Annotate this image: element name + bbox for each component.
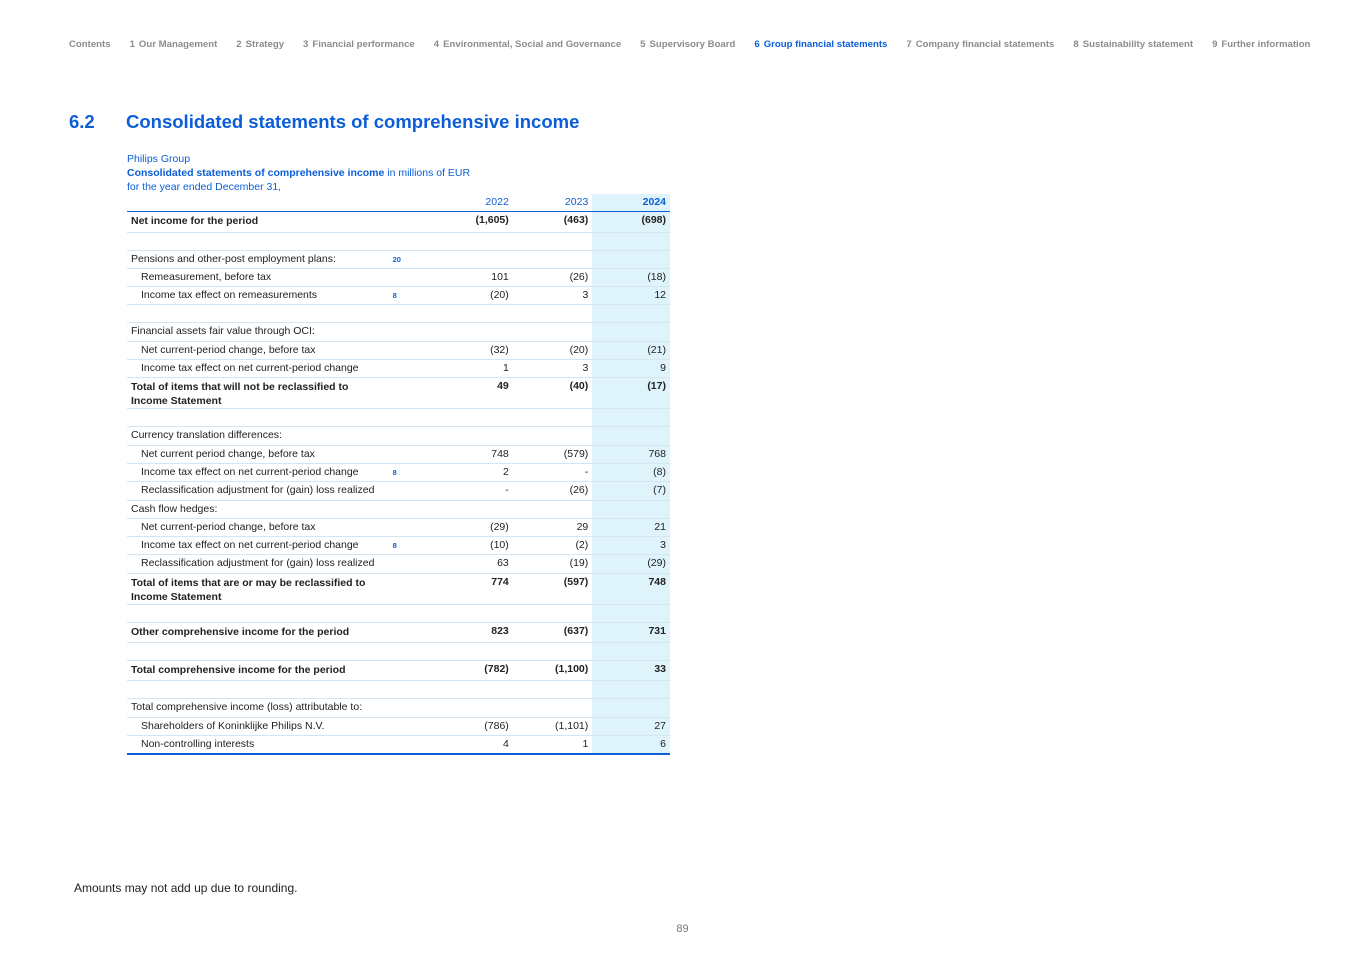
value-2022: 101	[433, 268, 513, 286]
row-label: Pensions and other-post employment plans:	[127, 250, 391, 268]
row-label: Reclassification adjustment for (gain) loss realized	[127, 482, 391, 500]
value-2024	[592, 643, 670, 661]
row-label: Other comprehensive income for the period	[127, 622, 391, 642]
value-2024	[592, 232, 670, 250]
note-reference	[391, 681, 434, 699]
note-reference[interactable]: 8	[391, 287, 434, 305]
value-2022	[433, 427, 513, 445]
value-2022: (29)	[433, 518, 513, 536]
value-2023: (637)	[513, 622, 593, 642]
value-2022: (782)	[433, 661, 513, 681]
row-label: Net current-period change, before tax	[127, 518, 391, 536]
row-label: Total of items that are or may be reclassified to Income Statement	[127, 573, 391, 604]
nav-financial-performance[interactable]: 3 Financial performance	[303, 39, 415, 50]
value-2022: (20)	[433, 287, 513, 305]
note-reference	[391, 573, 434, 604]
value-2023: 3	[513, 287, 593, 305]
value-2024: 33	[592, 661, 670, 681]
value-2024: (7)	[592, 482, 670, 500]
caption-period: for the year ended December 31,	[127, 181, 282, 193]
value-2024	[592, 500, 670, 518]
note-reference	[391, 378, 434, 409]
value-2024	[592, 250, 670, 268]
note-reference	[391, 445, 434, 463]
value-2023: (1,100)	[513, 661, 593, 681]
row-label: Currency translation differences:	[127, 427, 391, 445]
value-2022	[433, 681, 513, 699]
value-2024: 12	[592, 287, 670, 305]
note-reference	[391, 305, 434, 323]
note-reference	[391, 232, 434, 250]
note-reference	[391, 643, 434, 661]
row-label: Income tax effect on net current-period change	[127, 463, 391, 481]
table-spacer-row	[127, 604, 670, 622]
value-2023: (597)	[513, 573, 593, 604]
note-reference	[391, 500, 434, 518]
table-row	[127, 445, 670, 463]
row-label: Income tax effect on net current-period change	[127, 360, 391, 378]
note-reference	[391, 555, 434, 573]
value-2023: 3	[513, 360, 593, 378]
year-header: 2022	[433, 194, 513, 212]
note-reference	[391, 341, 434, 359]
table-row	[127, 360, 670, 378]
note-reference[interactable]: 8	[391, 537, 434, 555]
value-2023: (579)	[513, 445, 593, 463]
value-2022: 49	[433, 378, 513, 409]
row-label: Remeasurement, before tax	[127, 268, 391, 286]
note-reference	[391, 323, 434, 341]
section-title: Consolidated statements of comprehensive income	[126, 111, 580, 132]
value-2023	[513, 604, 593, 622]
table-row	[127, 661, 670, 681]
nav-esg[interactable]: 4 Environmental, Social and Governance	[433, 39, 622, 50]
caption-company: Philips Group	[127, 153, 191, 165]
value-2022: (786)	[433, 717, 513, 735]
value-2023	[513, 699, 593, 717]
value-2024: 768	[592, 445, 670, 463]
note-reference	[391, 699, 434, 717]
value-2024: (698)	[592, 212, 670, 232]
table-row	[127, 287, 670, 305]
value-2024	[592, 681, 670, 699]
row-label: Income tax effect on net current-period change	[127, 537, 391, 555]
value-2024: 21	[592, 518, 670, 536]
table-row	[127, 518, 670, 536]
table-row	[127, 482, 670, 500]
table-row	[127, 323, 670, 341]
note-reference	[391, 604, 434, 622]
note-reference	[391, 518, 434, 536]
row-label	[127, 643, 391, 661]
table-spacer-row	[127, 643, 670, 661]
value-2024	[592, 699, 670, 717]
value-2024	[592, 409, 670, 427]
value-2024: 748	[592, 573, 670, 604]
row-label: Total comprehensive income for the period	[127, 661, 391, 681]
table-spacer-row	[127, 409, 670, 427]
value-2023: (19)	[513, 555, 593, 573]
value-2023: (20)	[513, 341, 593, 359]
value-2024: 3	[592, 537, 670, 555]
row-label: Shareholders of Koninklijke Philips N.V.	[127, 717, 391, 735]
note-reference[interactable]: 8	[391, 463, 434, 481]
row-label: Total of items that will not be reclassified to Income Statement	[127, 378, 391, 409]
value-2023	[513, 232, 593, 250]
row-label: Total comprehensive income (loss) attributable to:	[127, 699, 391, 717]
note-reference	[391, 409, 434, 427]
value-2022: -	[433, 482, 513, 500]
table-row	[127, 555, 670, 573]
value-2024: (8)	[592, 463, 670, 481]
table-row	[127, 537, 670, 555]
row-label: Net current period change, before tax	[127, 445, 391, 463]
footnote: Amounts may not add up due to rounding.	[74, 881, 298, 895]
table-caption	[127, 152, 470, 194]
row-label	[127, 604, 391, 622]
value-2023	[513, 643, 593, 661]
top-navigation	[69, 39, 1311, 50]
value-2023	[513, 250, 593, 268]
table-spacer-row	[127, 305, 670, 323]
value-2023	[513, 427, 593, 445]
value-2024: 27	[592, 717, 670, 735]
value-2022: 823	[433, 622, 513, 642]
row-label	[127, 232, 391, 250]
value-2022: (10)	[433, 537, 513, 555]
value-2023: (463)	[513, 212, 593, 232]
note-reference	[391, 717, 434, 735]
nav-further-information[interactable]: 9 Further information	[1212, 39, 1311, 50]
value-2022	[433, 699, 513, 717]
nav-company-financial-statements[interactable]: 7 Company financial statements	[906, 39, 1055, 50]
table-spacer-row	[127, 681, 670, 699]
value-2023: (26)	[513, 482, 593, 500]
table-row	[127, 500, 670, 518]
caption-title: Consolidated statements of comprehensive income in millions of EUR	[127, 167, 471, 179]
value-2024: (29)	[592, 555, 670, 573]
note-reference	[391, 735, 434, 754]
nav-supervisory-board[interactable]: 5 Supervisory Board	[640, 39, 736, 50]
row-label: Financial assets fair value through OCI:	[127, 323, 391, 341]
table-row	[127, 341, 670, 359]
value-2022	[433, 305, 513, 323]
note-reference	[391, 360, 434, 378]
nav-our-management[interactable]: 1 Our Management	[129, 39, 218, 50]
row-label: Reclassification adjustment for (gain) loss realized	[127, 555, 391, 573]
note-reference	[391, 661, 434, 681]
year-header: 2024	[592, 194, 670, 212]
value-2023	[513, 681, 593, 699]
value-2024	[592, 323, 670, 341]
note-reference	[391, 212, 434, 232]
row-label: Net current-period change, before tax	[127, 341, 391, 359]
value-2022	[433, 643, 513, 661]
row-label: Income tax effect on remeasurements	[127, 287, 391, 305]
row-label: Non-controlling interests	[127, 735, 391, 754]
value-2024: 6	[592, 735, 670, 754]
value-2023	[513, 305, 593, 323]
value-2022	[433, 232, 513, 250]
section-number: 6.2	[69, 111, 95, 132]
value-2022: 63	[433, 555, 513, 573]
nav-group-financial-statements[interactable]: 6 Group financial statements	[754, 39, 888, 50]
section-heading	[69, 111, 579, 133]
value-2022: 748	[433, 445, 513, 463]
row-label	[127, 305, 391, 323]
table-row	[127, 735, 670, 754]
value-2022	[433, 409, 513, 427]
value-2024: 731	[592, 622, 670, 642]
table-header-row	[127, 194, 670, 212]
value-2024: (21)	[592, 341, 670, 359]
note-reference[interactable]: 20	[391, 250, 434, 268]
table-row	[127, 427, 670, 445]
value-2023	[513, 323, 593, 341]
comprehensive-income-table	[127, 194, 670, 755]
value-2022: (1,605)	[433, 212, 513, 232]
value-2022: 774	[433, 573, 513, 604]
note-reference	[391, 268, 434, 286]
page-number: 89	[676, 923, 689, 935]
table-row	[127, 250, 670, 268]
value-2023	[513, 500, 593, 518]
note-reference	[391, 427, 434, 445]
value-2022	[433, 604, 513, 622]
value-2023: (2)	[513, 537, 593, 555]
value-2022: 4	[433, 735, 513, 754]
value-2023: (40)	[513, 378, 593, 409]
value-2022	[433, 323, 513, 341]
value-2024	[592, 305, 670, 323]
table-spacer-row	[127, 232, 670, 250]
value-2022: 1	[433, 360, 513, 378]
table-row	[127, 717, 670, 735]
value-2023: (26)	[513, 268, 593, 286]
value-2024: (17)	[592, 378, 670, 409]
value-2024	[592, 604, 670, 622]
value-2022: 2	[433, 463, 513, 481]
table-row	[127, 573, 670, 604]
note-reference	[391, 482, 434, 500]
table-row	[127, 212, 670, 232]
note-reference	[391, 622, 434, 642]
value-2023	[513, 409, 593, 427]
value-2022	[433, 500, 513, 518]
row-label	[127, 681, 391, 699]
value-2022: (32)	[433, 341, 513, 359]
value-2023: (1,101)	[513, 717, 593, 735]
value-2022	[433, 250, 513, 268]
table-row	[127, 378, 670, 409]
table-row	[127, 699, 670, 717]
nav-sustainability-statement[interactable]: 8 Sustainability statement	[1073, 39, 1194, 50]
value-2023: -	[513, 463, 593, 481]
row-label: Net income for the period	[127, 212, 391, 232]
value-2024: (18)	[592, 268, 670, 286]
table-row	[127, 463, 670, 481]
row-label: Cash flow hedges:	[127, 500, 391, 518]
nav-contents[interactable]: Contents	[69, 39, 111, 50]
row-label	[127, 409, 391, 427]
nav-strategy[interactable]: 2 Strategy	[236, 39, 285, 50]
value-2023: 29	[513, 518, 593, 536]
year-header: 2023	[513, 194, 593, 212]
table-row	[127, 268, 670, 286]
table-row	[127, 622, 670, 642]
value-2023: 1	[513, 735, 593, 754]
value-2024: 9	[592, 360, 670, 378]
value-2024	[592, 427, 670, 445]
